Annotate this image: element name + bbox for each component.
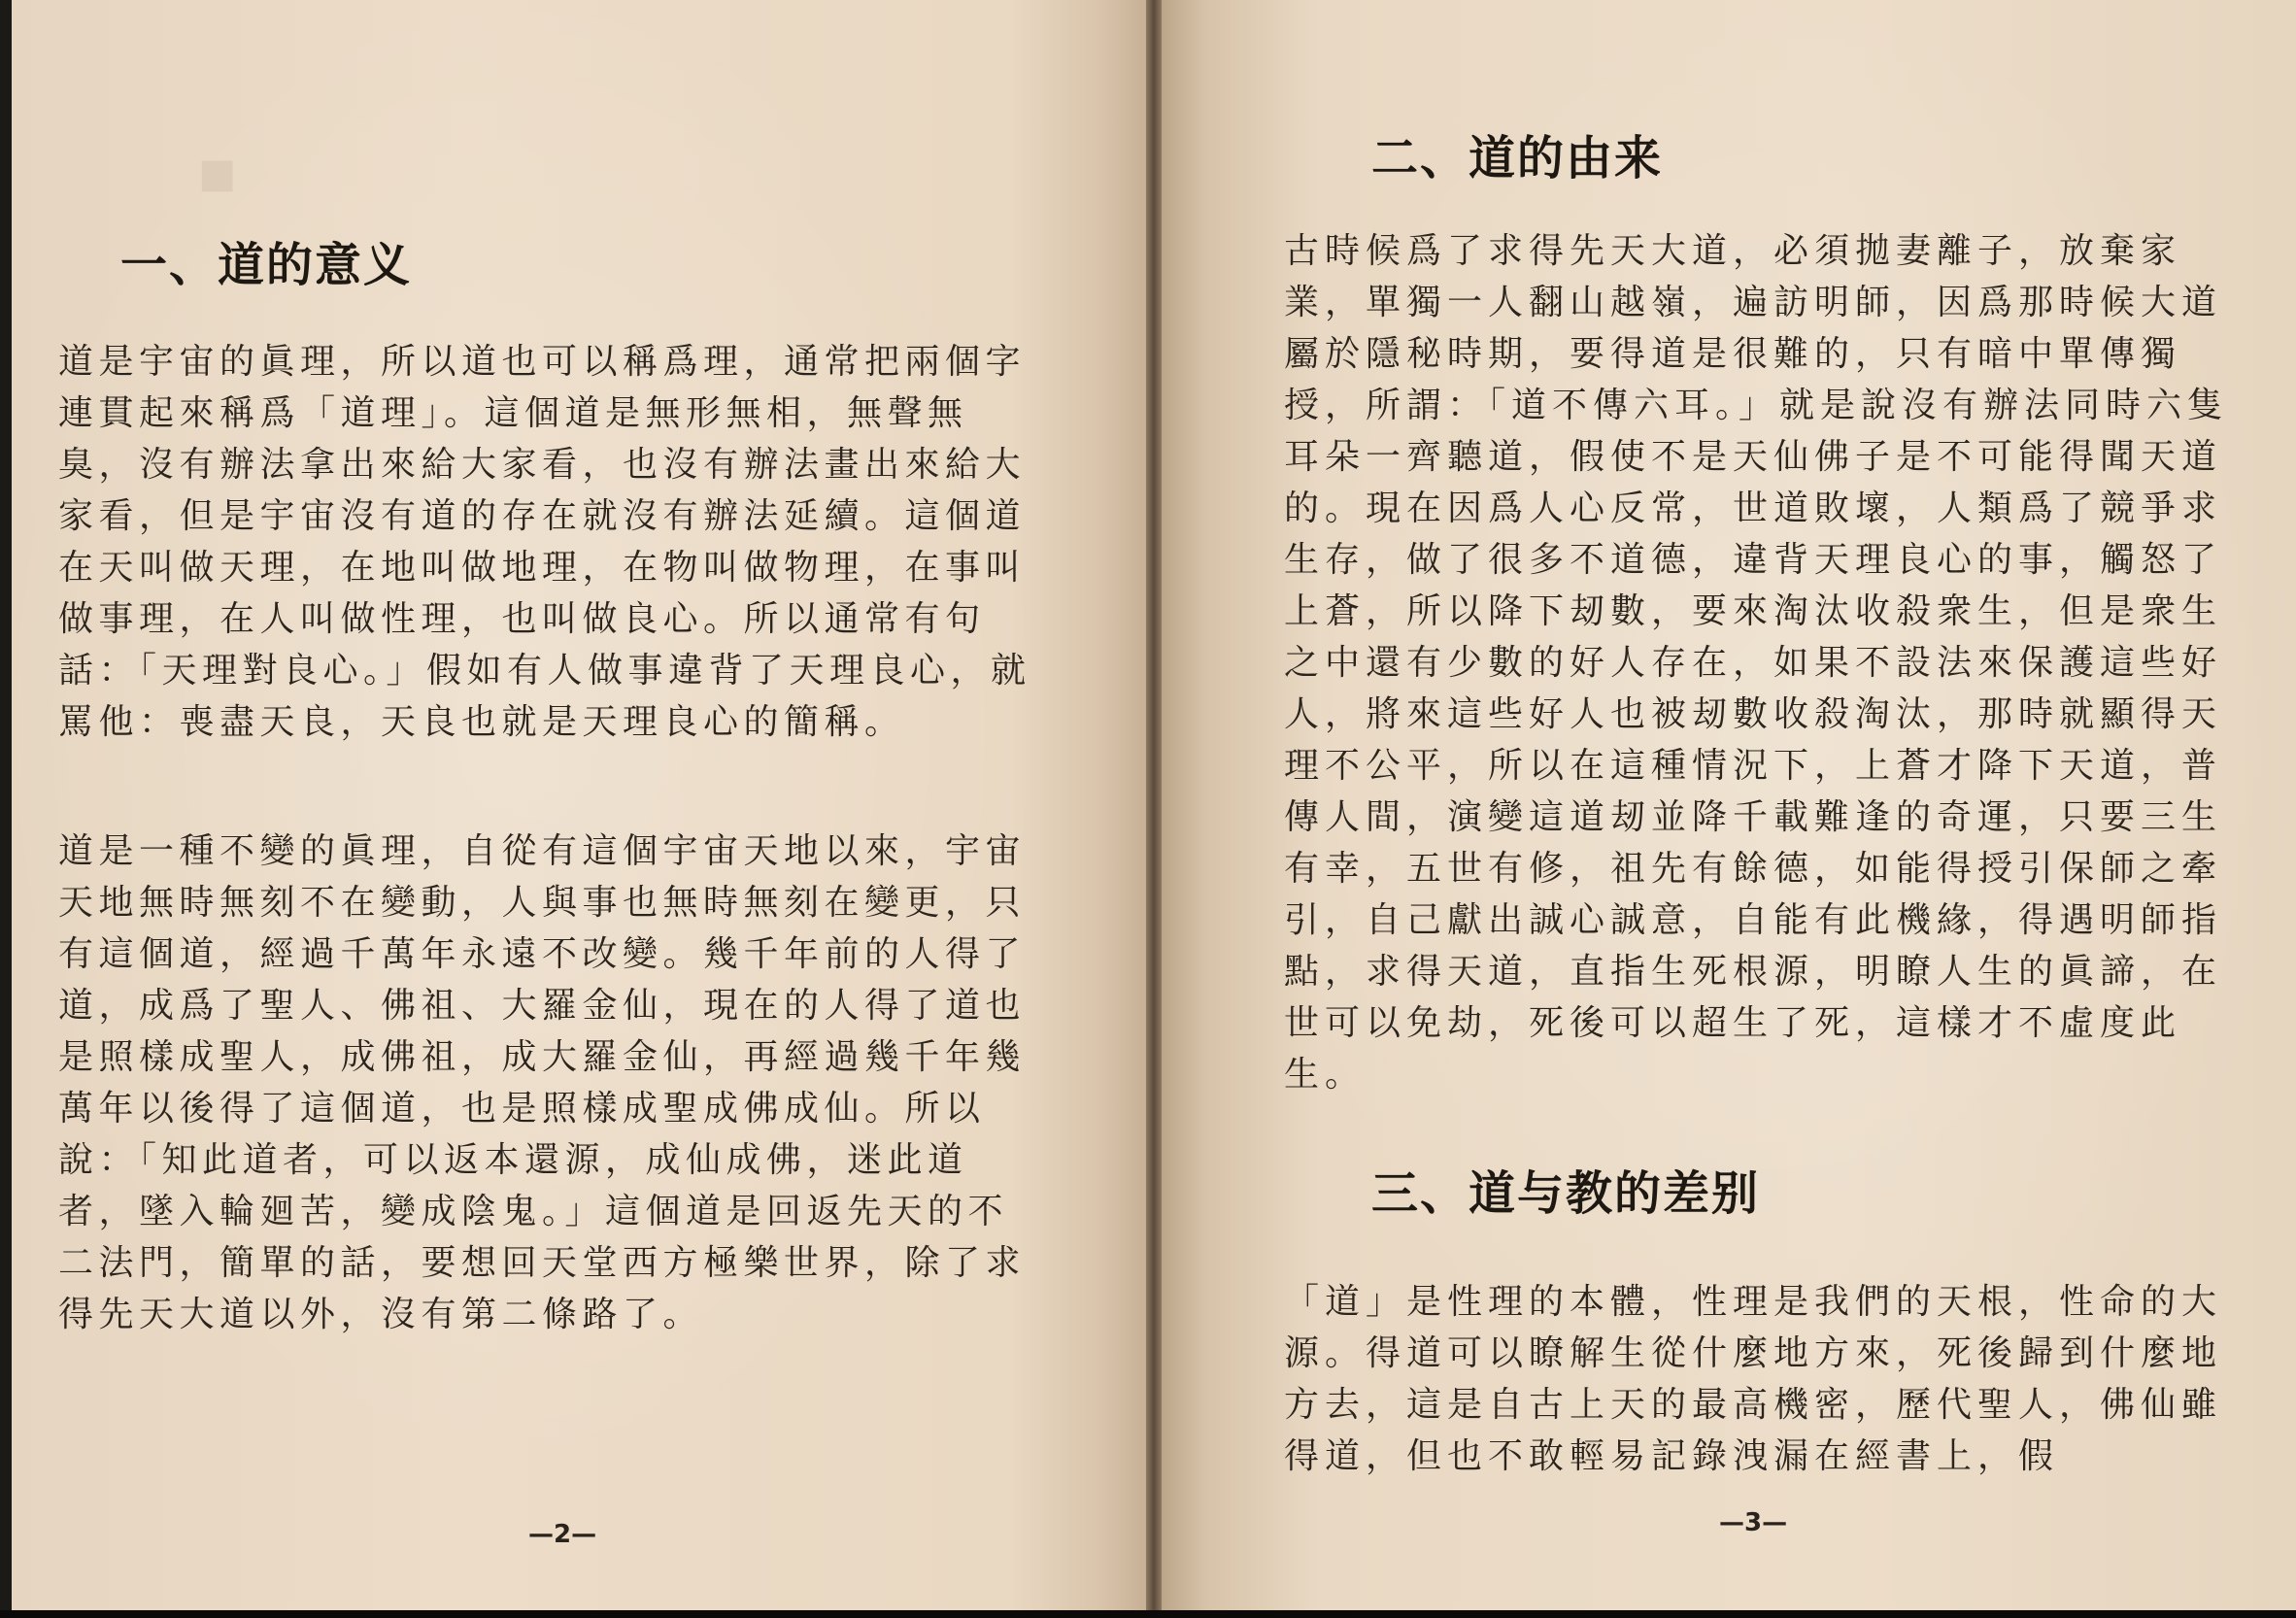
bleed-through-text: ▪: [196, 136, 239, 208]
section-heading-origin-of-dao: 二、道的由来: [1371, 131, 1664, 185]
section-heading-meaning-of-dao: 一、道的意义: [120, 238, 413, 292]
left-page: [12, 0, 1146, 1610]
page-number-right: —3—: [1719, 1508, 1788, 1537]
paragraph-dao-unchanging: 道是一種不變的眞理，自從有這個宇宙天地以來，宇宙天地無時無刻不在變動，人與事也無時無刻在變更，只有這個道，經過千萬年永遠不改變。幾千年前的人得了道，成爲了聖人、佛祖、大羅金仙，現在的人得了道也是照樣成聖人，成佛祖，成大羅金仙，再經過幾千年幾萬年以後得了這個道，也是照樣成聖成佛成仙。所以說：「知此道者，可以返本還源，成仙成佛，迷此道者，墜入輪廻苦，變成陰鬼。」這個道是回返先天的不二法門，簡單的話，要想回天堂西方極樂世界，除了求得先天大道以外，沒有第二條路了。: [58, 831, 1027, 1334]
paragraph-dao-meaning: 道是宇宙的眞理，所以道也可以稱爲理，通常把兩個字連貫起來稱爲「道理」。這個道是無形無相，無聲無臭，沒有辦法拿出來給大家看，也沒有辦法畫出來給大家看，但是宇宙沒有道的存在就沒有辦法延續。這個道在天叫做天理，在地叫做地理，在物叫做物理，在事叫做事理，在人叫做性理，也叫做良心。所以通常有句話：「天理對良心。」假如有人做事違背了天理良心，就罵他：喪盡天良，天良也就是天理良心的簡稱。: [58, 342, 1031, 742]
page-number-left: —2—: [528, 1520, 597, 1549]
scan-bottom-edge: [0, 1610, 2296, 1618]
paragraph-dao-vs-teaching: 「道」是性理的本體，性理是我們的天根，性命的大源。得道可以瞭解生從什麼地方來，死後歸到什麼地方去，這是自古上天的最高機密，歷代聖人，佛仙雖得道，但也不敢輕易記錄洩漏在經書上，假: [1284, 1282, 2223, 1476]
paragraph-dao-origin: 古時候爲了求得先天大道，必須拋妻離子，放棄家業，單獨一人翻山越嶺，遍訪明師，因爲那時候大道屬於隱秘時期，要得道是很難的，只有暗中單傳獨授，所謂：「道不傳六耳。」就是說沒有辦法同時六隻耳朵一齊聽道，假使不是天仙佛子是不可能得聞天道的。現在因爲人心反常，世道敗壞，人類爲了競爭求生存，做了很多不道德，違背天理良心的事，觸怒了上蒼，所以降下刼數，要來淘汰收殺衆生，但是衆生之中還有少數的好人存在，如果不設法來保護這些好人，將來這些好人也被刼數收殺淘汰，那時就顯得天理不公平，所以在這種情況下，上蒼才降下天道，普傳人間，演變這道刼並降千載難逢的奇運，只要三生有幸，五世有修，祖先有餘德，如能得授引保師之牽引，自己獻出誠心誠意，自能有此機緣，得遇明師指點，求得天道，直指生死根源，明瞭人生的眞諦，在世可以免劫，死後可以超生了死，這樣才不虛度此生。: [1284, 231, 2229, 1095]
book-gutter: [1146, 0, 1162, 1618]
section-heading-dao-vs-teaching: 三、道与教的差别: [1371, 1166, 1761, 1221]
right-page: [1162, 0, 2296, 1610]
